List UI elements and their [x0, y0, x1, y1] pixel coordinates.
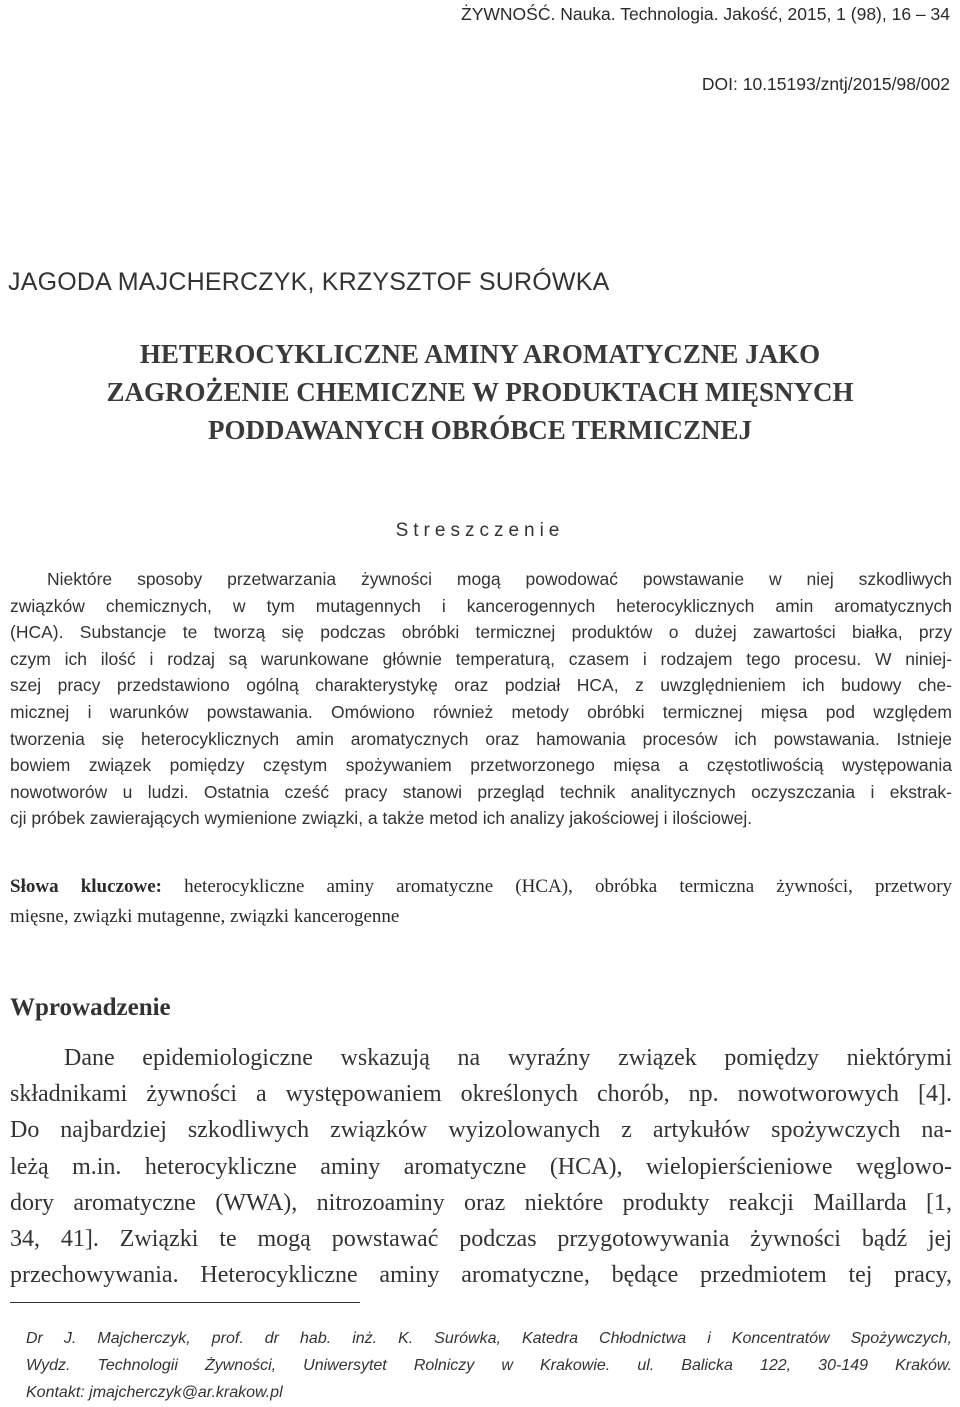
footnote-line: Kontakt: jmajcherczyk@ar.krakow.pl [26, 1384, 283, 1401]
intro-line: składnikami żywności a występowaniem określonych chorób, np. nowotworowych [4]. [10, 1081, 952, 1108]
journal-citation: ŻYWNOŚĆ. Nauka. Technologia. Jakość, 2015, 1 (98), 16 – 34 [461, 4, 950, 24]
author-footnote [26, 1325, 952, 1406]
abstract-line: nowotworów u ludzi. Ostatnia cześć pracy stanowi przegląd technik analitycznych oczyszczania i ekstrak- [10, 781, 952, 802]
abstract-line: (HCA). Substancje te tworzą się podczas obróbki termicznej produktów o dużej zawartości białka, przy [10, 622, 952, 643]
intro-line: Do najbardziej szkodliwych związków wyizolowanych z artykułów spożywczych na- [10, 1117, 952, 1144]
footnote-rule [10, 1302, 360, 1303]
keywords-label: Słowa kluczowe: [10, 876, 162, 897]
intro-line: dory aromatyczne (WWA), nitrozoaminy oraz niektóre produkty reakcji Maillarda [1, [10, 1189, 952, 1216]
intro-line: przechowywania. Heterocykliczne aminy aromatyczne, będące przedmiotem tej pracy, [10, 1262, 952, 1289]
footnote-line: Dr J. Majcherczyk, prof. dr hab. inż. K. Surówka, Katedra Chłodnictwa i Koncentratów Spożywczych, [26, 1330, 952, 1347]
footnote-line: Wydz. Technologii Żywności, Uniwersytet Rolniczy w Krakowie. ul. Balicka 122, 30-149 Kraków. [26, 1357, 952, 1374]
abstract-heading: Streszczenie [395, 520, 565, 541]
keywords-line [10, 872, 952, 902]
keywords [10, 872, 952, 931]
introduction-body [10, 1040, 952, 1293]
authors: JAGODA MAJCHERCZYK, KRZYSZTOF SURÓWKA [8, 268, 610, 296]
abstract-line: tworzenia się heterocyklicznych amin aromatycznych oraz hamowania procesów ich powstawania. Istnieje [10, 728, 952, 749]
intro-line: 34, 41]. Związki te mogą powstawać podczas przygotowywania żywności bądź jej [10, 1225, 952, 1252]
keywords-text: heterocykliczne aminy aromatyczne (HCA), obróbka termiczna żywności, przetwory [184, 876, 953, 897]
abstract-line: związków chemicznych, w tym mutagennych i kancerogennych heterocyklicznych amin aromatycznych [10, 595, 952, 616]
abstract-line: cji próbek zawierających wymienione związki, a także metod ich analizy jakościowej i ilościowej. [10, 808, 753, 829]
doi: DOI: 10.15193/zntj/2015/98/002 [701, 74, 950, 94]
intro-line: leżą m.in. heterocykliczne aminy aromatyczne (HCA), wielopierścieniowe węglowo- [10, 1153, 952, 1180]
title-line: PODDAWANYCH OBRÓBCE TERMICZNEJ [207, 415, 753, 445]
abstract-line: bowiem związek pomiędzy częstym spożywaniem przetworzonego mięsa a częstotliwością występowania [10, 755, 952, 776]
keywords-line: mięsne, związki mutagenne, związki kancerogenne [10, 905, 400, 927]
intro-line: Dane epidemiologiczne wskazują na wyraźny związek pomiędzy niektórymi [64, 1045, 952, 1071]
abstract [10, 566, 952, 832]
introduction-heading: Wprowadzenie [10, 994, 171, 1021]
abstract-line: szej pracy przedstawiono ogólną charakterystykę oraz podział HCA, z uwzględnieniem ich budowy che- [10, 675, 952, 696]
paper-title [0, 335, 960, 449]
abstract-line: czym ich ilość i rodzaj są warunkowane głównie temperaturą, czasem i rodzajem tego procesu. W niniej- [10, 648, 952, 669]
title-line: HETEROCYKLICZNE AMINY AROMATYCZNE JAKO [139, 339, 821, 369]
title-line: ZAGROŻENIE CHEMICZNE W PRODUKTACH MIĘSNYCH [106, 377, 854, 407]
abstract-line: Niektóre sposoby przetwarzania żywności mogą powodować powstawanie w niej szkodliwych [47, 569, 952, 589]
abstract-line: micznej i warunków powstawania. Omówiono również metody obróbki termicznej mięsa pod względem [10, 701, 952, 722]
